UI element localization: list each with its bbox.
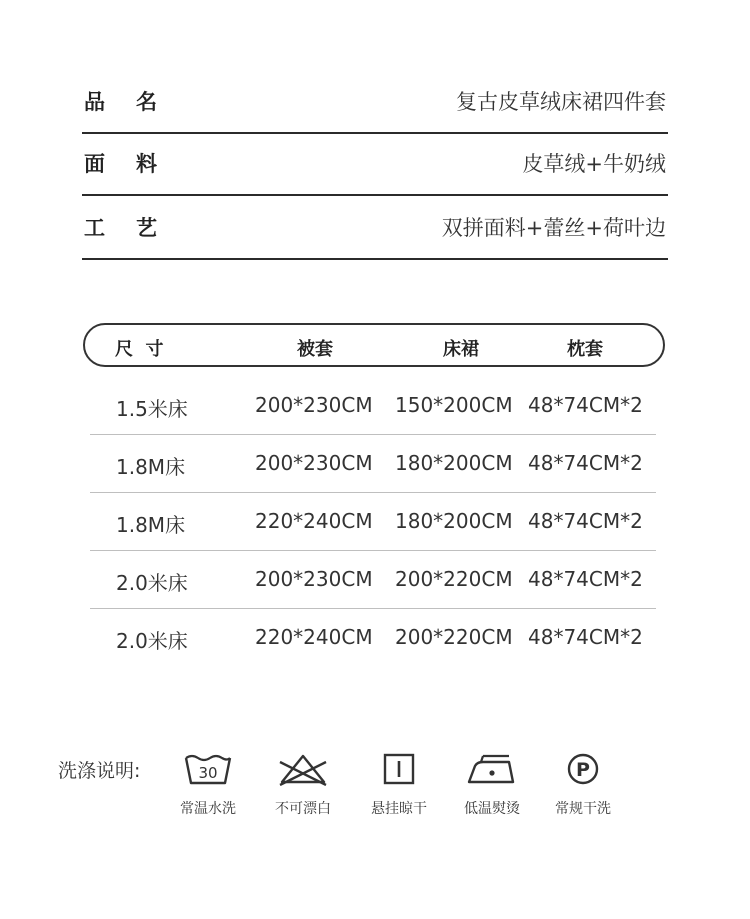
table-row xyxy=(90,435,656,493)
care-caption: 常规干洗 xyxy=(555,801,611,817)
care-item-no-bleach xyxy=(258,752,348,818)
cell-size: 2.0米床 xyxy=(116,571,188,595)
spec-row-material xyxy=(82,134,668,196)
care-item-wash xyxy=(163,752,253,818)
table-row xyxy=(90,551,656,609)
product-spec xyxy=(82,72,668,260)
cell-pillowcase: 48*74CM*2 xyxy=(528,625,643,649)
care-label: 洗涤说明: xyxy=(58,760,141,782)
header-size: 尺 寸 xyxy=(115,339,164,360)
spec-label-char: 面 xyxy=(84,152,105,176)
care-caption: 低温熨烫 xyxy=(464,801,520,817)
spec-label xyxy=(84,212,157,242)
cell-duvet: 220*240CM xyxy=(255,509,373,533)
spec-label-char: 品 xyxy=(84,90,105,114)
spec-label xyxy=(84,86,157,116)
table-row xyxy=(90,609,656,667)
cell-size: 1.8M床 xyxy=(116,455,186,479)
cell-pillowcase: 48*74CM*2 xyxy=(528,451,643,475)
low-iron-icon xyxy=(465,752,519,786)
care-caption: 常温水洗 xyxy=(180,801,236,817)
care-item-low-iron xyxy=(447,752,537,818)
cell-bedskirt: 180*200CM xyxy=(395,509,513,533)
wash-tub-30-icon xyxy=(183,752,233,786)
spec-label xyxy=(84,148,157,178)
cell-bedskirt: 180*200CM xyxy=(395,451,513,475)
dry-clean-p-icon xyxy=(565,752,601,786)
table-row xyxy=(90,377,656,435)
spec-value: 皮草绒+牛奶绒 xyxy=(522,152,666,176)
dry-clean-letter: P xyxy=(576,759,590,781)
cell-duvet: 220*240CM xyxy=(255,625,373,649)
size-table xyxy=(90,377,656,667)
cell-bedskirt: 150*200CM xyxy=(395,393,513,417)
spec-row-craft xyxy=(82,196,668,260)
cell-pillowcase: 48*74CM*2 xyxy=(528,567,643,591)
cell-bedskirt: 200*220CM xyxy=(395,567,513,591)
care-item-line-dry xyxy=(354,752,444,818)
cell-pillowcase: 48*74CM*2 xyxy=(528,509,643,533)
cell-duvet: 200*230CM xyxy=(255,451,373,475)
wash-temp-text: 30 xyxy=(198,764,218,782)
spec-value: 双拼面料+蕾丝+荷叶边 xyxy=(441,216,666,240)
spec-label-char: 艺 xyxy=(136,216,157,240)
spec-value: 复古皮草绒床裙四件套 xyxy=(456,90,666,114)
spec-label-char: 名 xyxy=(136,90,157,114)
cell-size: 2.0米床 xyxy=(116,629,188,653)
size-table-header xyxy=(83,323,665,367)
cell-pillowcase: 48*74CM*2 xyxy=(528,393,643,417)
cell-size: 1.5米床 xyxy=(116,397,188,421)
cell-size: 1.8M床 xyxy=(116,513,186,537)
care-caption: 悬挂晾干 xyxy=(371,801,427,817)
no-bleach-icon xyxy=(276,752,330,786)
care-caption: 不可漂白 xyxy=(275,801,331,817)
cell-bedskirt: 200*220CM xyxy=(395,625,513,649)
table-row xyxy=(90,493,656,551)
cell-duvet: 200*230CM xyxy=(255,567,373,591)
header-bedskirt: 床裙 xyxy=(443,339,479,360)
cell-duvet: 200*230CM xyxy=(255,393,373,417)
spec-row-name xyxy=(82,72,668,134)
spec-label-char: 工 xyxy=(84,216,105,240)
line-dry-icon xyxy=(381,752,417,786)
care-item-dry-clean xyxy=(538,752,628,818)
spec-label-char: 料 xyxy=(136,152,157,176)
header-duvet: 被套 xyxy=(297,339,333,360)
header-pillowcase: 枕套 xyxy=(567,339,603,360)
